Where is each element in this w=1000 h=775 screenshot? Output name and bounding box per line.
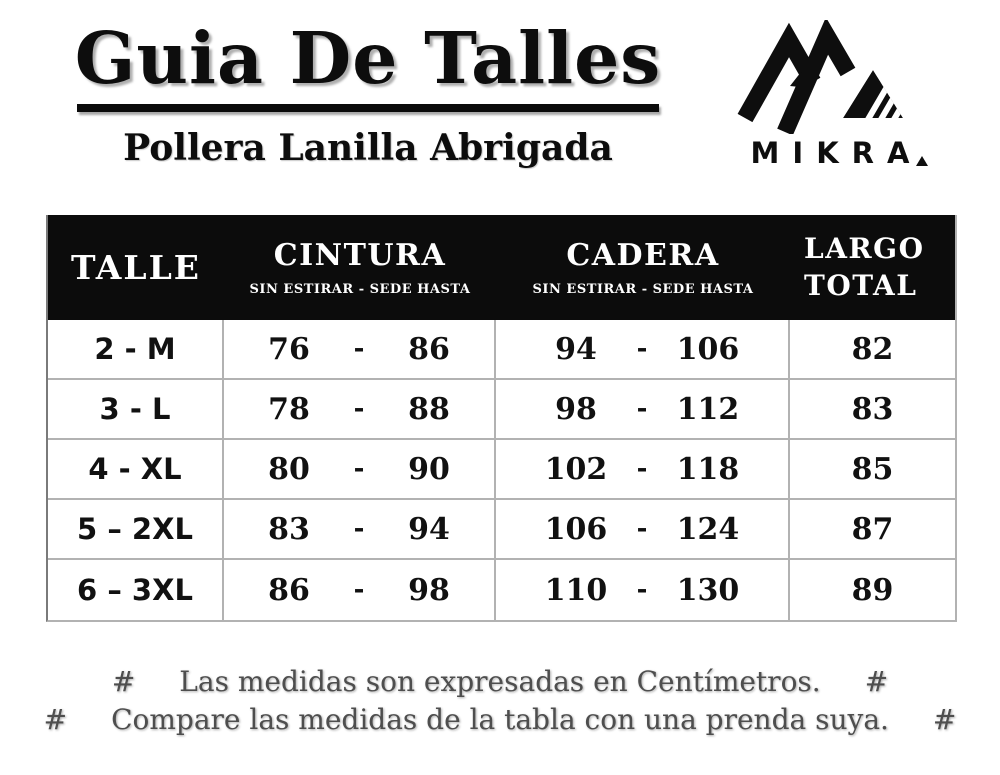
page-subtitle: Pollera Lanilla Abrigada — [123, 126, 613, 169]
brand-wordmark-text: MIKRA — [750, 136, 923, 170]
min-value: 76 — [268, 331, 310, 367]
page-title: Guia De Talles — [74, 16, 662, 100]
size-label: 2 - M — [48, 320, 224, 378]
range-dash: - — [636, 575, 648, 605]
range-dash: - — [353, 514, 365, 544]
measurement-notes — [0, 663, 1000, 739]
max-value: 106 — [676, 331, 740, 367]
range-dash: - — [353, 334, 365, 364]
min-value: 102 — [544, 451, 608, 487]
column-label: LARGO TOTAL — [804, 232, 925, 302]
table-row — [48, 320, 955, 380]
note-hash: # — [111, 665, 136, 698]
mountain-peaks-icon — [733, 20, 933, 134]
largo-total-value: 82 — [851, 331, 894, 367]
size-label: 3 - L — [48, 380, 224, 438]
largo-total-value: 83 — [851, 391, 894, 427]
note-hash: # — [932, 703, 957, 736]
min-value: 98 — [555, 391, 597, 427]
max-value: 88 — [408, 391, 450, 427]
max-value: 86 — [408, 331, 450, 367]
min-value: 94 — [555, 331, 597, 367]
column-header-largo-total — [790, 215, 955, 320]
note-hash: # — [864, 665, 889, 698]
table-row — [48, 440, 955, 500]
largo-total-value: 87 — [851, 511, 894, 547]
cintura-range-cell — [224, 380, 496, 438]
note-text: Las medidas son expresadas en Centímetros. — [179, 665, 821, 698]
cadera-range-cell — [496, 560, 790, 620]
table-row — [48, 500, 955, 560]
brand-wordmark — [700, 136, 966, 170]
min-value: 83 — [268, 511, 310, 547]
cintura-range-cell — [224, 500, 496, 558]
max-value: 112 — [676, 391, 740, 427]
range-dash: - — [353, 454, 365, 484]
table-row — [48, 380, 955, 440]
range-dash: - — [636, 334, 648, 364]
min-value: 106 — [544, 511, 608, 547]
min-value: 86 — [268, 572, 310, 608]
table-row — [48, 560, 955, 620]
range-dash: - — [636, 454, 648, 484]
min-value: 80 — [268, 451, 310, 487]
cadera-range-cell — [496, 380, 790, 438]
measurement-note — [0, 663, 1000, 701]
note-text: Compare las medidas de la tabla con una prenda suya. — [111, 703, 889, 736]
cintura-range-cell — [224, 560, 496, 620]
range-dash: - — [636, 514, 648, 544]
range-dash: - — [353, 575, 365, 605]
max-value: 98 — [408, 572, 450, 608]
measurement-note — [0, 701, 1000, 739]
range-dash: - — [353, 394, 365, 424]
cintura-range-cell — [224, 440, 496, 498]
title-underline — [77, 104, 659, 112]
size-label: 4 - XL — [48, 440, 224, 498]
max-value: 118 — [676, 451, 740, 487]
cadera-range-cell — [496, 440, 790, 498]
size-label: 6 – 3XL — [48, 560, 224, 620]
brand-logo — [700, 20, 966, 170]
min-value: 110 — [544, 572, 608, 608]
column-sublabel: SIN ESTIRAR - SEDE HASTA — [249, 282, 471, 297]
table-header — [48, 215, 955, 320]
max-value: 90 — [408, 451, 450, 487]
column-header-cadera — [496, 215, 790, 320]
column-header-talle — [48, 215, 224, 320]
min-value: 78 — [268, 391, 310, 427]
column-header-cintura — [224, 215, 496, 320]
cadera-range-cell — [496, 320, 790, 378]
largo-total-value: 85 — [851, 451, 894, 487]
max-value: 94 — [408, 511, 450, 547]
column-label: CADERA — [566, 238, 720, 273]
largo-total-value: 89 — [851, 572, 894, 608]
triangle-icon — [916, 156, 928, 166]
range-dash: - — [636, 394, 648, 424]
title-block — [58, 14, 678, 169]
max-value: 124 — [676, 511, 740, 547]
column-label: CINTURA — [273, 238, 447, 273]
cadera-range-cell — [496, 500, 790, 558]
note-hash: # — [43, 703, 68, 736]
max-value: 130 — [676, 572, 740, 608]
column-label: TALLE — [71, 248, 201, 287]
cintura-range-cell — [224, 320, 496, 378]
column-sublabel: SIN ESTIRAR - SEDE HASTA — [532, 282, 754, 297]
size-label: 5 – 2XL — [48, 500, 224, 558]
size-table — [46, 215, 957, 622]
